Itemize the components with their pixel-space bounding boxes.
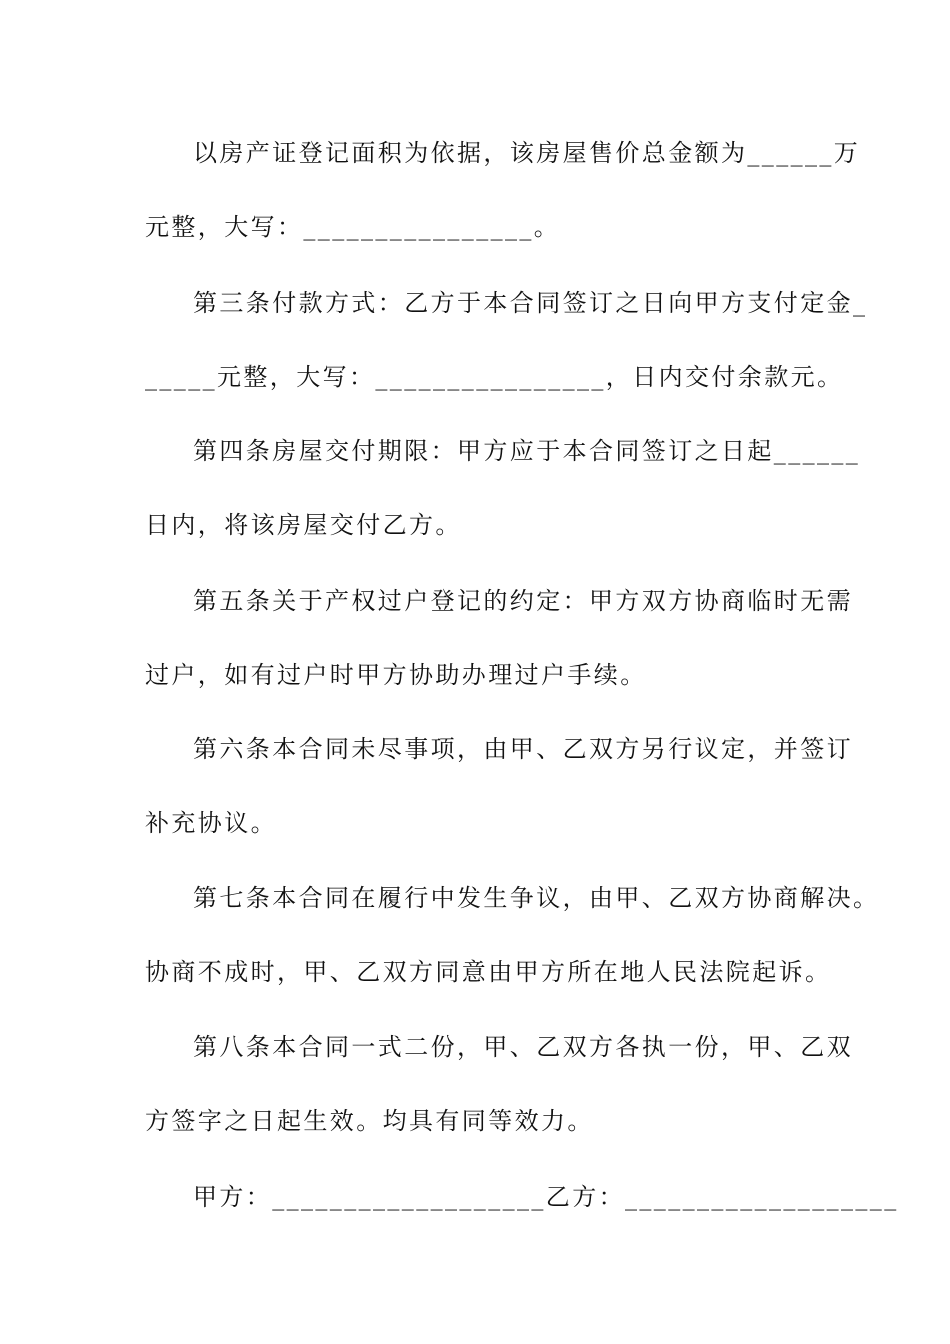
- text-line-article5-cont: 过户，如有过户时甲方协助办理过户手续。: [145, 661, 647, 689]
- text-line-article5: 第五条关于产权过户登记的约定：甲方双方协商临时无需: [193, 587, 853, 615]
- text-line-article3-cont: _____元整，大写：________________，日内交付余款元。: [145, 363, 844, 391]
- text-line-price: 以房产证登记面积为依据，该房屋售价总金额为______万: [193, 139, 861, 167]
- text-line-article6: 第六条本合同未尽事项，由甲、乙双方另行议定，并签订: [193, 735, 853, 763]
- text-line-article7: 第七条本合同在履行中发生争议，由甲、乙双方协商解决。: [193, 884, 880, 912]
- text-line-article8-cont: 方签字之日起生效。均具有同等效力。: [145, 1107, 594, 1135]
- signature-line: 甲方：___________________乙方：___________________: [193, 1183, 899, 1211]
- text-line-article4: 第四条房屋交付期限：甲方应于本合同签订之日起______: [193, 437, 861, 465]
- text-line-article4-cont: 日内，将该房屋交付乙方。: [145, 511, 462, 539]
- text-line-article8: 第八条本合同一式二份，甲、乙双方各执一份，甲、乙双: [193, 1033, 853, 1061]
- text-line-price-cont: 元整，大写：________________。: [145, 213, 561, 241]
- text-line-article3: 第三条付款方式：乙方于本合同签订之日向甲方支付定金_: [193, 289, 868, 317]
- text-line-article7-cont: 协商不成时，甲、乙双方同意由甲方所在地人民法院起诉。: [145, 958, 832, 986]
- text-line-article6-cont: 补充协议。: [145, 809, 277, 837]
